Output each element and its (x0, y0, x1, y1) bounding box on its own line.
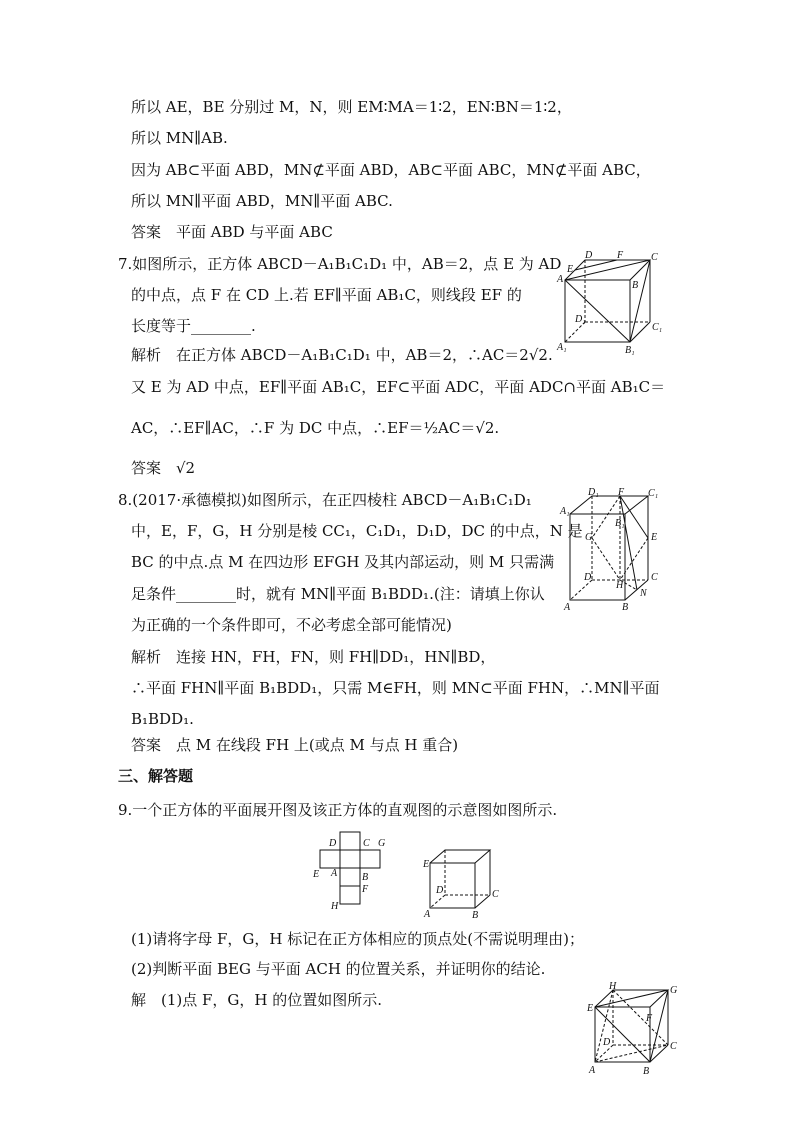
ans-label-F: F (646, 1013, 653, 1024)
ans-label-A: A (589, 1065, 596, 1076)
fig8-label-E: E (651, 532, 658, 543)
q9-part2: (2)判断平面 BEG 与平面 ACH 的位置关系，并证明你的结论. (131, 960, 546, 978)
fig8-label-B1: B₁ (615, 518, 625, 529)
fig8-label-D1: D₁ (588, 487, 599, 498)
cube9-label-D: D (436, 885, 444, 896)
ans-label-B: B (643, 1066, 650, 1077)
fig7-label-A: A (557, 274, 564, 285)
q7-analysis-3: AC，∴EF∥AC，∴F 为 DC 中点，∴EF＝½AC＝√2. (131, 419, 500, 437)
cube9-label-C: C (492, 889, 499, 900)
fig8-label-A: A (564, 602, 571, 613)
line-l4: 所以 MN∥平面 ABD，MN∥平面 ABC. (131, 192, 393, 210)
net-label-A: A (331, 868, 338, 879)
fig7-label-F: F (617, 250, 624, 261)
figure-q9-answer (585, 981, 680, 1077)
fig7-label-B: B (632, 280, 639, 291)
figure-q9-net (310, 830, 400, 915)
q8-analysis-1: 解析 连接 HN，FH，FN，则 FH∥DD₁，HN∥BD， (131, 648, 496, 666)
figure-q8-prism (560, 488, 670, 613)
cube9-label-B: B (472, 910, 479, 921)
q7-line2: 的中点，点 F 在 CD 上.若 EF∥平面 AB₁C，则线段 EF 的 (131, 286, 522, 304)
q7-answer: 答案 √2 (131, 459, 196, 477)
fig7-label-D: D (585, 250, 593, 261)
q8-line5: 为正确的一个条件即可，不必考虑全部可能情况) (131, 616, 452, 634)
fig8-label-D: D (584, 572, 592, 583)
q9-solution: 解 (1)点 F，G，H 的位置如图所示. (131, 991, 383, 1009)
fig8-label-C1: C₁ (648, 488, 659, 499)
ans-label-C: C (670, 1041, 677, 1052)
net-label-G: G (378, 838, 386, 849)
fig7-label-C: C (651, 252, 658, 263)
line-l2: 所以 MN∥AB. (131, 129, 228, 147)
fig8-label-F: F (618, 487, 625, 498)
ans-label-H: H (609, 981, 617, 992)
q8-line1: 8.(2017·承德模拟)如图所示，在正四棱柱 ABCD－A₁B₁C₁D₁ (118, 491, 532, 509)
fig7-label-A1: A₁ (557, 342, 567, 353)
q8-line2: 中，E，F，G，H 分别是棱 CC₁，C₁D₁，D₁D，DC 的中点，N 是 (131, 522, 583, 540)
ans-label-G: G (670, 985, 678, 996)
q7-analysis-1: 解析 在正方体 ABCD－A₁B₁C₁D₁ 中，AB＝2，∴AC＝2√2. (131, 346, 553, 364)
cube9-label-A: A (424, 909, 431, 920)
net-label-B: B (362, 872, 369, 883)
fig8-label-N: N (640, 588, 647, 599)
q7-analysis-2: 又 E 为 AD 中点，EF∥平面 AB₁C，EF⊂平面 ADC，平面 ADC∩平面 AB₁C＝ (131, 378, 666, 396)
net-label-H: H (331, 901, 339, 912)
q9-line1: 9.一个正方体的平面展开图及该正方体的直观图的示意图如图所示. (118, 801, 558, 819)
q7-line3: 长度等于________. (131, 317, 256, 335)
fig8-label-C: C (651, 572, 658, 583)
cube9-label-E: E (423, 859, 430, 870)
fig7-label-D1: D₁ (575, 314, 586, 325)
q8-line4: 足条件________时，就有 MN∥平面 B₁BDD₁.(注：请填上你认 (131, 585, 545, 603)
answer-6: 答案 平面 ABD 与平面 ABC (131, 223, 333, 241)
section-heading: 三、解答题 (118, 767, 194, 785)
ans-label-E: E (587, 1003, 594, 1014)
line-l3: 因为 AB⊂平面 ABD，MN⊄平面 ABD，AB⊂平面 ABC，MN⊄平面 ABC， (131, 161, 651, 179)
fig7-label-B1: B₁ (625, 345, 635, 356)
net-label-E: E (313, 869, 320, 880)
fig8-label-A1: A₁ (560, 506, 570, 517)
fig7-label-C1: C₁ (652, 322, 663, 333)
ans-label-D: D (603, 1037, 611, 1048)
q8-line3: BC 的中点.点 M 在四边形 EFGH 及其内部运动，则 M 只需满 (131, 553, 555, 571)
q9-part1: (1)请将字母 F，G，H 标记在正方体相应的顶点处(不需说明理由)； (131, 930, 584, 948)
q8-analysis-2: ∴平面 FHN∥平面 B₁BDD₁，只需 M∈FH，则 MN⊂平面 FHN，∴MN∥平面 (131, 679, 660, 697)
net-label-F: F (362, 884, 369, 895)
q8-analysis-3: B₁BDD₁. (131, 710, 194, 728)
figure-q7-cube (555, 250, 665, 360)
fig7-label-E: E (567, 264, 574, 275)
line-l1: 所以 AE，BE 分别过 M，N，则 EM∶MA＝1∶2，EN∶BN＝1∶2， (131, 98, 572, 116)
fig8-label-B: B (622, 602, 629, 613)
fig8-label-H: H (616, 580, 624, 591)
q8-answer: 答案 点 M 在线段 FH 上(或点 M 与点 H 重合) (131, 736, 459, 754)
fig8-label-G: G (585, 532, 593, 543)
figure-q9-cube (420, 845, 505, 920)
net-label-D: D (329, 838, 337, 849)
net-label-C: C (363, 838, 370, 849)
q7-line1: 7.如图所示，正方体 ABCD－A₁B₁C₁D₁ 中，AB＝2，点 E 为 AD (118, 255, 562, 273)
